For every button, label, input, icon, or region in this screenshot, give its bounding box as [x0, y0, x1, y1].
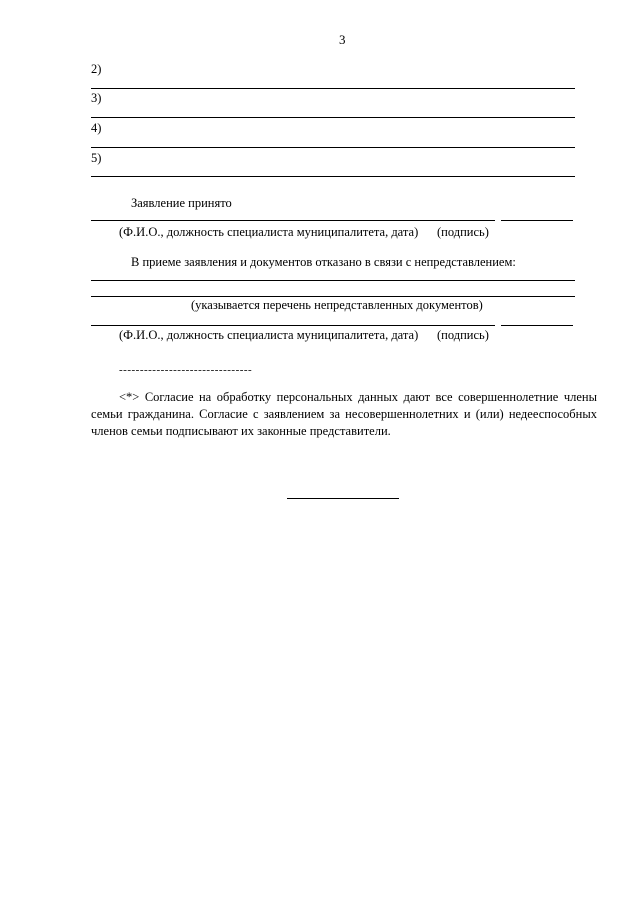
list-item-line	[91, 88, 575, 89]
refused-signature-caption: (подпись)	[437, 328, 489, 342]
accepted-signature-line	[501, 220, 573, 221]
end-rule	[287, 498, 399, 499]
refused-documents-line-1	[91, 280, 575, 281]
accepted-signature-caption: (подпись)	[437, 225, 489, 239]
footnote-text-content: <*> Согласие на обработку персональных данных дают все совершеннолетние члены семьи гражданина. Согласие с заявлением за несовершеннолетних и (или) недееспособных членов семьи подписывают их законные представители.	[91, 390, 597, 438]
refused-signature-line	[501, 325, 573, 326]
accepted-fio-line	[91, 220, 495, 221]
list-item-label: 4)	[91, 121, 102, 135]
list-item-label: 2)	[91, 62, 102, 76]
page-number: 3	[339, 32, 346, 47]
list-item-line	[91, 176, 575, 177]
footnote-text	[91, 389, 597, 440]
accepted-fio-caption: (Ф.И.О., должность специалиста муниципалитета, дата)	[119, 225, 419, 239]
list-item-line	[91, 117, 575, 118]
refused-documents-line-2	[91, 296, 575, 297]
refused-fio-caption: (Ф.И.О., должность специалиста муниципалитета, дата)	[119, 328, 419, 342]
refused-fio-line	[91, 325, 495, 326]
list-item-label: 5)	[91, 151, 102, 165]
refused-documents-caption: (указывается перечень непредставленных документов)	[191, 298, 483, 312]
list-item-line	[91, 147, 575, 148]
footnote-separator: --------------------------------	[119, 364, 253, 376]
refused-label: В приеме заявления и документов отказано в связи с непредставлением:	[131, 255, 516, 269]
list-item-label: 3)	[91, 91, 102, 105]
accepted-label: Заявление принято	[131, 196, 232, 210]
